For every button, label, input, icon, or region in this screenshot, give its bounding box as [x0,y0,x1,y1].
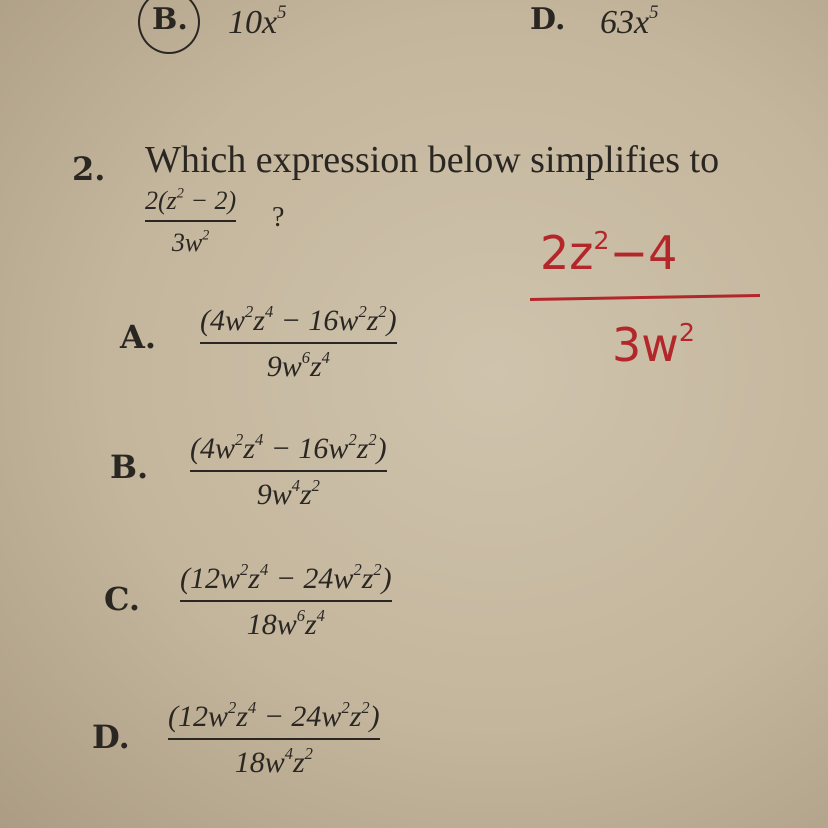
choice-letter: C. [104,580,141,618]
choice-letter: D. [92,718,130,756]
prev-choice-b-expr: $10x^5$ [228,2,287,41]
choice-numerator: $(4w^2z^4 - 16w^2z^2)$ [190,429,387,465]
choice-numerator: $(12w^2z^4 - 24w^2z^2)$ [168,697,380,733]
choice-fraction-bar [168,738,380,740]
choice-fraction-bar [180,600,392,602]
choice-letter: A. [120,318,156,356]
choice-fraction-bar [200,342,397,344]
handwritten-numerator: $2z^2-4$ [540,225,678,280]
handwritten-denominator: $3w^2$ [612,317,695,372]
choice-fraction [168,697,380,780]
prev-choice-d-expr: $63x^5$ [600,2,659,41]
choice-denominator: $9w^4z^2$ [256,475,320,511]
prev-choice-b-letter: B. [152,2,188,37]
target-numerator: $2(z^2 - 2)$ [145,185,237,215]
target-fraction-bar [145,220,236,222]
question-number: 2. [72,150,106,188]
choice-numerator: $(4w^2z^4 - 16w^2z^2)$ [200,301,397,337]
choice-denominator: $18w^4z^2$ [234,743,313,779]
choice-fraction-bar [190,470,387,472]
choice-numerator: $(12w^2z^4 - 24w^2z^2)$ [180,559,392,595]
prev-choice-d-letter: D. [530,2,566,37]
choice-denominator: $9w^6z^4$ [266,347,330,383]
target-fraction [145,186,236,258]
choice-fraction [200,301,397,384]
target-denominator: $3w^2$ [171,227,210,257]
choice-fraction [180,559,392,642]
choice-fraction [190,429,387,512]
target-question-mark: ? [272,202,285,233]
choice-letter: B. [110,448,149,486]
choice-denominator: $18w^6z^4$ [246,605,325,641]
handwritten-fraction-bar [530,294,760,301]
question-prompt: Which expression below simplifies to [145,139,720,181]
